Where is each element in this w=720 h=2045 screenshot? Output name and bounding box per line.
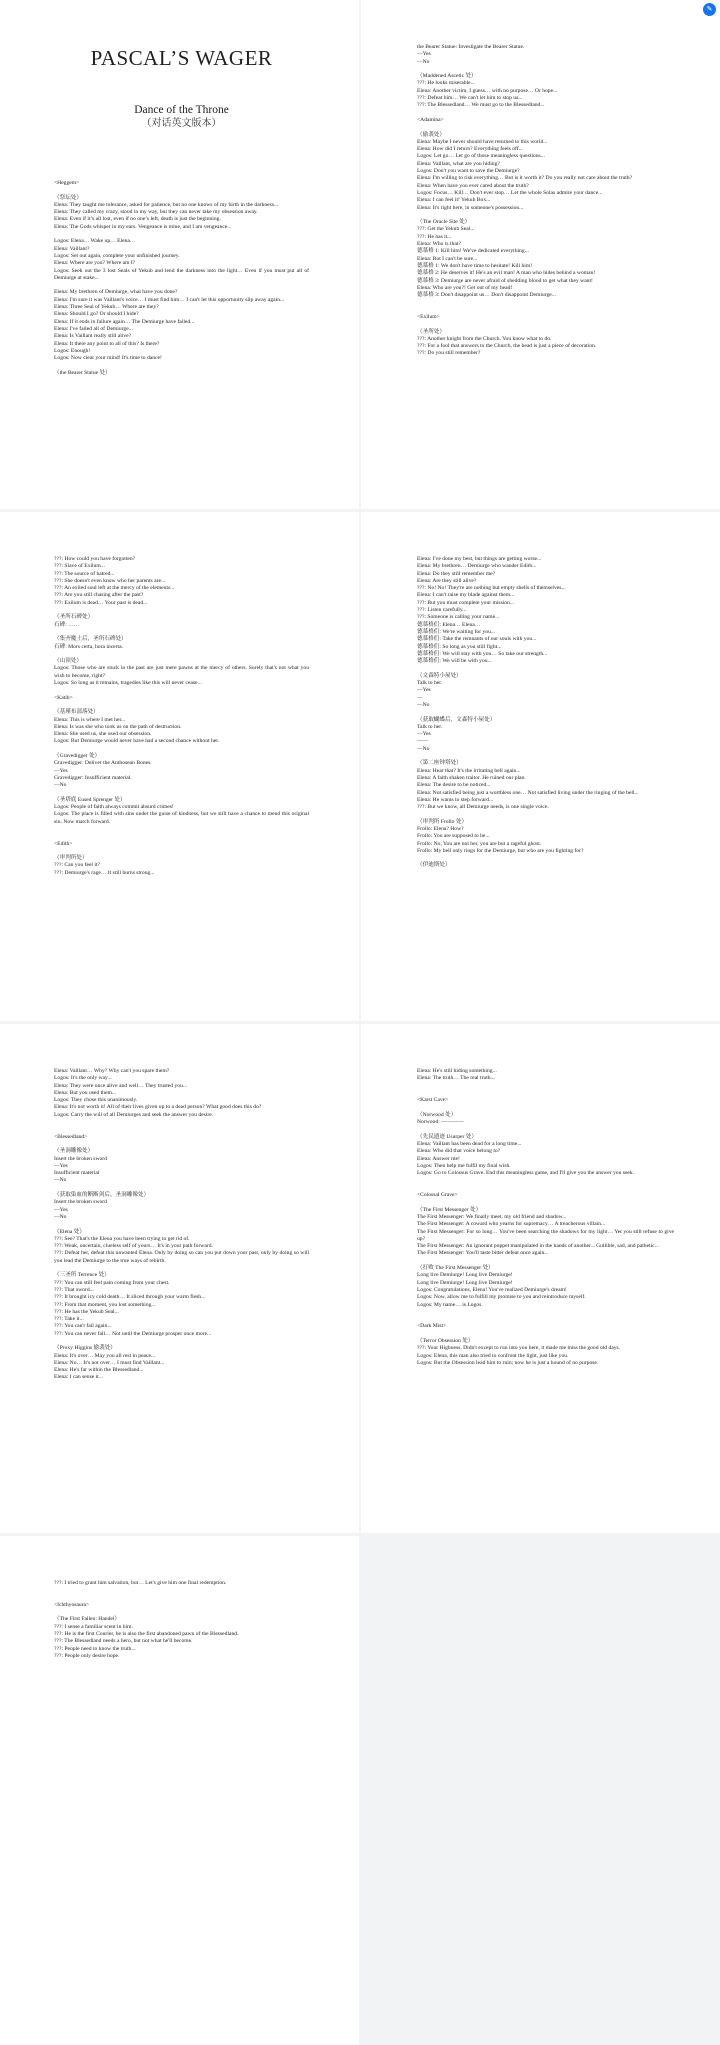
text-line: Elena: Vaillant has been dead for a long time... xyxy=(417,1140,522,1147)
text-line: Logos: Set out again, complete your unfinished journey. xyxy=(54,252,180,259)
text-line: Elena: This is where I met her... xyxy=(54,716,126,723)
text-line: ???: Are you still chasing after the past? xyxy=(54,592,144,599)
text-line: （圣所石碑处） xyxy=(54,614,94,621)
text-line: ???: How could you have forgotten? xyxy=(54,556,136,562)
text-line: Elena: How did I return? Everything feels off... xyxy=(417,146,523,153)
text-line: （三圣所 Terrence 处） xyxy=(54,1272,110,1279)
text-line: 德慕格 3: Don't disappoint us… Don't disappoint Demiurge... xyxy=(417,292,556,299)
text-line: ???: He is the first Courier, he is also the first abandoned pawn of the Blessedland. xyxy=(54,1631,239,1638)
text-line: ???: He has it... xyxy=(417,233,452,240)
text-line: Elena: I'm willing to risk everything… But is it worth it? Do you really not care about the truth? xyxy=(417,175,633,182)
text-line: Elena: Is was she who took us on the path of destruction. xyxy=(54,723,182,730)
text-line: —No xyxy=(54,1213,67,1220)
text-line: Talk to her. xyxy=(417,723,443,730)
text-line: Logos: Seek out the 3 lost Seals of Yekub and lend the darkness into the light… Even if you must put all of Demiurge at stake... xyxy=(54,267,311,281)
text-line: ???: Demiurge's rage… It still burns strong... xyxy=(54,869,155,876)
text-line: Long live Demiurge! Long live Demiurge! xyxy=(417,1279,513,1286)
text-line: Logos: Go to Colossus Grave. End this meaningless game, and I'll give you the answer you seek. xyxy=(417,1170,635,1177)
text-line: Elena: It's not worth it! All of their lives given up to a dead person? What good does this do? xyxy=(54,1104,262,1111)
text-line: Logos: Congratulations, Elena! You've realized Demiurge's dream! xyxy=(417,1286,567,1293)
text-line: Gravedigger: Insufficient material. xyxy=(54,774,132,781)
page-text xyxy=(54,180,309,377)
page-text xyxy=(54,556,309,877)
text-line: Elena: They taught me tolerance, asked for patience, but no one knows of my birth in the darkness... xyxy=(54,201,279,208)
text-line: Elena: The truth… The real truth... xyxy=(417,1075,495,1082)
text-line: （Maddened Ascetic 处） xyxy=(417,73,477,80)
text-line: （集齐魔土后，圣所石碑处） xyxy=(54,636,127,643)
text-line: Elena: Vaillant… Why? Why can't you spare them? xyxy=(54,1068,170,1074)
text-line: <Heggem> xyxy=(54,180,80,186)
text-line: ???: Get the Yekub Seal... xyxy=(417,226,475,233)
text-line: （Elena 处） xyxy=(54,1228,85,1235)
blank-line xyxy=(54,1119,309,1126)
text-line: 德慕格 3: Demiurge are never afraid of shedding blood to get what they want! xyxy=(417,277,593,284)
text-line: The First Messenger: For so long… You've been searching the shadows for my light… Yet you still refuse to give up? xyxy=(417,1228,676,1242)
text-line: Elena: I can sense it... xyxy=(54,1374,103,1381)
text-line: Elena: I'm sure it was Vaillant's voice… I must find him… I can't let this opportunity slip away again... xyxy=(54,296,285,303)
blank-line xyxy=(417,1185,674,1192)
text-line: ???: Do you still remember? xyxy=(417,350,481,357)
text-line: Elena: Do they still remember me? xyxy=(417,570,496,577)
text-line: Elena: It's over… May you all rest in peace... xyxy=(54,1352,156,1359)
text-line: Elena: Is Vaillant really still alive? xyxy=(54,333,132,340)
text-line: ???: Take it... xyxy=(54,1316,84,1323)
text-line: Logos: People of faith always commit absurd crimes! xyxy=(54,804,174,811)
blank-line xyxy=(417,855,674,862)
text-line: The First Messenger: A coward who yearns for supremacy… A treacherous villain... xyxy=(417,1221,606,1228)
text-line: （Norwood 处） xyxy=(417,1111,457,1118)
text-line: ???: That sword... xyxy=(54,1286,94,1293)
text-line: Logos: So long as it remains, tragedies like this will never cease... xyxy=(54,680,202,687)
text-line: Elena: If it ends in failure again… The Demiurge have failed... xyxy=(54,318,195,325)
page-3 xyxy=(0,512,359,1021)
text-line: ???: People only desire hope. xyxy=(54,1652,120,1659)
blank-line xyxy=(54,1587,309,1594)
text-line: —No xyxy=(417,701,430,708)
blank-line xyxy=(417,1258,674,1265)
text-line: Logos: Don't you want to save the Demiurge? xyxy=(417,168,520,175)
blank-line xyxy=(54,1126,309,1133)
text-line: Logos: My name… is Logos. xyxy=(417,1301,483,1308)
text-line: Logos: Those who are stuck in the past are just mere pawns at the mercy of others. Surely that's not what you wish to become, right? xyxy=(54,665,311,679)
text-line: —Yes xyxy=(417,687,431,694)
blank-line xyxy=(417,1126,674,1133)
text-line: —Yes xyxy=(54,767,68,774)
text-line: ???: But you must complete your mission... xyxy=(417,599,515,606)
text-line: ???: You can never fall… Not until the Demiurge prosper once more... xyxy=(54,1330,212,1337)
text-line: —— xyxy=(417,738,429,745)
blank-line xyxy=(54,1185,309,1192)
text-line: （The Oracle Site 处） xyxy=(417,219,471,226)
text-line: <Blessedland> xyxy=(54,1133,88,1140)
text-line: Elena: It there any point to all of this? Is there? xyxy=(54,340,160,347)
text-line: Long live Demiurge! Long live Demiurge! xyxy=(417,1272,513,1279)
page-6 xyxy=(361,1024,720,1533)
text-line: Insert the broken sword xyxy=(54,1199,107,1206)
text-line: Elena: Maybe I never should have returned to this world... xyxy=(417,138,548,145)
text-line: Insufficient material xyxy=(54,1170,100,1177)
text-line: Frollo: Elena? How? xyxy=(417,825,464,832)
text-line: Frollo: You are supposed to be... xyxy=(417,833,490,840)
text-line: 德慕格们: We will stay with you… So take our strength... xyxy=(417,650,548,657)
text-line: Elena: Vaillant? xyxy=(54,245,90,252)
text-line: Gravedigger: Deliver the Anthosean Bones. xyxy=(54,760,152,767)
page-text xyxy=(54,1068,309,1382)
edit-icon[interactable]: ✎ xyxy=(703,3,716,16)
text-line: Elena: But I can't be sure... xyxy=(417,255,478,262)
text-line: （打败 The First Messenger 处） xyxy=(417,1265,494,1272)
text-line: Elena: They called my crazy, stood in my way, but they can never take my obsession away. xyxy=(54,209,258,216)
text-line: ???: The source of hatred... xyxy=(54,570,115,577)
page-text xyxy=(417,44,674,358)
text-line: （祭坛处） xyxy=(54,194,82,201)
text-line: —Yes xyxy=(417,51,431,58)
text-line: ???: You can't fail again... xyxy=(54,1323,112,1330)
text-line: ???: He looks miserable... xyxy=(417,80,475,87)
text-line: ???: The Blessedland… We must go to the Blessedland... xyxy=(417,102,545,109)
text-line: Elena: He's still hiding something... xyxy=(417,1068,497,1074)
text-line: Elena: A faith shaken traitor. He ruined our plan. xyxy=(417,774,526,781)
text-line: Elena: Who did that voice belong to? xyxy=(417,1148,501,1155)
blank-line xyxy=(417,110,674,117)
text-line: Elena: My brethren of Demiurge, what have you done? xyxy=(54,289,178,296)
text-line: 德慕格们: So long as you still fight... xyxy=(417,643,502,650)
text-line: <Adamina> xyxy=(417,116,444,123)
text-line: <Ichthyosaura> xyxy=(54,1601,90,1608)
text-line: Insert the broken sword xyxy=(54,1155,107,1162)
text-line: （获取染血的断断剑后，圣洞雕像处） xyxy=(54,1192,150,1199)
blank-line xyxy=(417,1083,674,1090)
text-line: （圣塔底 Eused Sprenger 处） xyxy=(54,796,126,803)
text-line: （Proxy Higgins 偷袭处） xyxy=(54,1345,116,1352)
text-line: ???: I tried to grant him salvation, but… Let's give him one final redemption. xyxy=(54,1580,227,1586)
text-line: Elena: No… It's not over… I must find Vaillant... xyxy=(54,1359,165,1366)
text-line: —Yes xyxy=(54,1162,68,1169)
text-line: — xyxy=(417,694,423,701)
text-line: —No xyxy=(54,1177,67,1184)
text-line: <Edith> xyxy=(54,840,73,847)
text-line: the Bearer Statue: Investigate the Bearer Statue. xyxy=(417,44,525,50)
text-line: Elena: It's right here, in someone's possession... xyxy=(417,204,524,211)
text-line: ???: See? That's the Elena you have been trying to get rid of. xyxy=(54,1235,190,1242)
blank-line xyxy=(417,1177,674,1184)
text-line: ???: Weak, uncertain, clueless self of yours… It's in your path forward. xyxy=(54,1243,213,1250)
page-1 xyxy=(0,0,359,509)
text-line: （第二座钟塔处） xyxy=(417,760,462,767)
text-line: Elena: I can't raise my blade against them... xyxy=(417,592,515,599)
empty-page-slot xyxy=(361,1536,720,2045)
text-line: （基瑾布部落处） xyxy=(54,709,99,716)
blank-line xyxy=(417,665,674,672)
text-line: Logos: But Demiurge would never have had a second chance without her. xyxy=(54,738,220,745)
text-line: ???: You can still feel pain coming from your chest. xyxy=(54,1279,170,1286)
text-line: ???: For a fool that answers to the Church, the head is just a piece of decoration. xyxy=(417,343,597,350)
document-subtitle-cn: （对话英文版本） xyxy=(141,118,222,129)
text-line: Elena: The Gods whisper in my ears. Vengeance is mine, and I am vengeance... xyxy=(54,223,232,230)
blank-line xyxy=(417,709,674,716)
text-line: Elena: He's far within the Blessedland... xyxy=(54,1367,144,1374)
page-2 xyxy=(361,0,720,509)
text-line: 德慕格们: Take the remnants of our souls with you... xyxy=(417,636,537,643)
text-line: （The First Fallen: Handel） xyxy=(54,1616,121,1623)
page-text xyxy=(417,556,674,870)
document-subtitle: Dance of the Throne xyxy=(134,104,229,116)
text-line: Elena: I can feel it! Yekub Box... xyxy=(417,197,491,204)
text-line: （偷袭处） xyxy=(417,131,445,138)
text-line: ???: No! No! They're are nothing but empty shells of themselves... xyxy=(417,585,566,592)
text-line: 德慕格们: Elena… Elena… xyxy=(417,621,481,628)
text-line: Elena: Vaillant, what are you hiding? xyxy=(417,160,500,167)
text-line: （获取蝴蝶后，文森特小屋处） xyxy=(417,716,496,723)
blank-line xyxy=(417,811,674,818)
text-line: Elena: Three Seal of Yekub… Where are they? xyxy=(54,304,159,311)
text-line: ???: Slave of Exilum... xyxy=(54,563,105,570)
text-line: Elena: Who are you?! Get out of my head! xyxy=(417,284,513,291)
document-title: PASCAL’S WAGER xyxy=(90,46,273,70)
text-line: Norwood: ———— xyxy=(417,1119,464,1126)
text-line: Logos: Enough! xyxy=(54,347,91,354)
text-line: Frollo: My bell only rings for the Demiurge, but who are you fighting for? xyxy=(417,847,584,854)
blank-line xyxy=(54,362,309,369)
text-line: ???: People need to know the truth... xyxy=(54,1645,136,1652)
text-line: <Karst Cave> xyxy=(417,1097,449,1104)
text-line: ???: But we know, all Demiurge needs, is one single voice. xyxy=(417,804,549,811)
text-line: Elena: When have you ever cared about the truth? xyxy=(417,182,529,189)
text-line: ???: I sense a familiar scent in him. xyxy=(54,1623,133,1630)
text-line: Logos: Elena… Wake up… Elena… xyxy=(54,238,136,245)
text-line: Logos: They chose this unanimously. xyxy=(54,1097,138,1104)
text-line: —Yes xyxy=(417,731,431,738)
text-line: Elena: Another victim, I guess… with no purpose… Or hope... xyxy=(417,87,558,94)
page-4 xyxy=(361,512,720,1021)
text-line: <Colossal Grave> xyxy=(417,1192,458,1199)
text-line: Elena: Hear that? It's the irritating bell again... xyxy=(417,767,521,774)
text-line: （先民遗迹 Usurper 处） xyxy=(417,1133,477,1140)
text-line: Logos: But the Obsession lead him to ruin; now he is just a hound of no purpose. xyxy=(417,1359,599,1366)
text-line: ???: Another knight from the Church. You know what to do. xyxy=(417,335,552,342)
text-line: Elena: He wants to step forward... xyxy=(417,796,494,803)
blank-line xyxy=(54,848,309,855)
text-line: （伊迪斯处） xyxy=(417,862,451,869)
text-line: Elena: I've done my best, but things are getting worse... xyxy=(417,556,542,562)
text-line: ???: From that moment, you lost something... xyxy=(54,1301,156,1308)
text-line: Logos: Let go… Let go of those meaningless questions... xyxy=(417,153,545,160)
text-line: Logos: Carry the will of all Demiurges and seek the answer you desire. xyxy=(54,1111,214,1118)
text-line: ???: Defeat her, defeat this unwanted Elena. Only by doing so can you put down your past, only by doing so will you lead the Demiurge to the true ways of rebirth. xyxy=(54,1250,311,1264)
text-line: Elena: They were once alive and well… They trusted you... xyxy=(54,1082,188,1089)
text-line: <Dark Mist> xyxy=(417,1323,447,1330)
text-line: （文森特小屋处） xyxy=(417,672,462,679)
blank-line xyxy=(417,307,674,314)
text-line: 石碑: Mors certa, hora incerta. xyxy=(54,643,123,650)
text-line: 德慕格们: We will be with you... xyxy=(417,658,492,665)
text-line: 德慕格 1: Kill him! We've dedicated everything... xyxy=(417,248,529,255)
text-line: （the Bearer Statue 处） xyxy=(54,369,111,376)
text-line: Elena: Where are you? Where am I? xyxy=(54,260,136,267)
text-line: Logos: Now clear your mind! It's time to dance! xyxy=(54,355,162,362)
blank-line xyxy=(417,1090,674,1097)
text-line: Elena: I've failed all of Demiurge... xyxy=(54,325,133,332)
text-line: —Yes xyxy=(54,1206,68,1213)
page-5 xyxy=(0,1024,359,1533)
text-line: Logos: It's the only way... xyxy=(54,1075,112,1082)
text-line: ???: Defeat him… We can't let him to stop us... xyxy=(417,95,523,102)
text-line: ???: It brought icy cold death… It sliced through your warm flesh... xyxy=(54,1294,206,1301)
blank-line xyxy=(54,746,309,753)
blank-line xyxy=(417,1316,674,1323)
page-7 xyxy=(0,1536,359,2045)
text-line: The First Messenger: We finally meet, my old friend and shadow... xyxy=(417,1213,567,1220)
text-line: Frollo: No, You are not her, you are but a rageful ghost. xyxy=(417,840,542,847)
text-line: ???: The Blessedland needs a hero, but not what he'll become. xyxy=(54,1638,193,1645)
text-line: ???: Can you feel it? xyxy=(54,862,100,869)
text-line: （审判所 Frollo 处） xyxy=(417,818,468,825)
blank-line xyxy=(417,124,674,131)
text-line: ???: Exilum is dead… Your past is dead... xyxy=(54,599,148,606)
text-line: （Gravedigger 处） xyxy=(54,753,101,760)
text-line: The First Messenger: An ignorant puppet manipulated in the hands of another... Gullible, sad, and pathetic... xyxy=(417,1243,659,1250)
blank-line xyxy=(54,1221,309,1228)
text-line: Elena: Should I go? Or should I hide? xyxy=(54,311,139,318)
page-text xyxy=(417,1068,674,1367)
text-line: Logos: Then help me fulfil my final wish. xyxy=(417,1162,511,1169)
text-line: （The First Messenger 处） xyxy=(417,1206,482,1213)
page-text xyxy=(54,1580,309,1660)
text-line: <Exilum> xyxy=(417,313,440,320)
blank-line xyxy=(54,1595,309,1602)
text-line: Elena: But you used them... xyxy=(54,1089,116,1096)
text-line: （圣洞雕像处） xyxy=(54,1148,94,1155)
text-line: Talk to her. xyxy=(417,680,443,687)
text-line: 德慕格们: We're waiting for you... xyxy=(417,628,496,635)
blank-line xyxy=(417,1104,674,1111)
text-line: Elena: Not satisfied being just a worthless one… Not satisfied living under the ringing of the bell... xyxy=(417,789,639,796)
blank-line xyxy=(54,687,309,694)
text-line: ???: Listen carefully... xyxy=(417,607,467,614)
text-line: Logos: Now, allow me to fulfill my promise to you and reintroduce myself. xyxy=(417,1294,586,1301)
blank-line xyxy=(54,790,309,797)
text-line: The First Messenger: You'll taste bitter defeat once again... xyxy=(417,1250,549,1257)
text-line: Elena: Even if it’s all lost, even if no one’s left, death is just the beginning. xyxy=(54,216,221,223)
text-line: Logos: The place is filled with sins under the guise of kindness, but we still have a chance to mend this original sin. Now march forward. xyxy=(54,811,311,825)
text-line: —No xyxy=(417,745,430,752)
text-line: —No xyxy=(54,782,67,789)
text-line: <Katib> xyxy=(54,694,73,701)
blank-line xyxy=(417,1309,674,1316)
blank-line xyxy=(417,321,674,328)
text-line: Elena: Who is that? xyxy=(417,241,461,248)
text-line: ???: Someone is calling your name... xyxy=(417,614,500,621)
blank-line xyxy=(417,299,674,306)
text-line: Elena: Answer me! xyxy=(417,1155,460,1162)
text-line: ???: An exiled soul left at the mercy of the elements... xyxy=(54,585,175,592)
text-line: ???: She doesn't even know who her parents are... xyxy=(54,577,166,584)
text-line: 德慕格 2: He deserves it! He's an evil man! A man who hides behind a woman! xyxy=(417,270,596,277)
blank-line xyxy=(54,651,309,658)
text-line: —No xyxy=(417,58,430,65)
text-line: ???: He has the Yekub Seal... xyxy=(54,1308,119,1315)
blank-line xyxy=(54,231,309,238)
text-line: Elena: She used us, she used our obsession. xyxy=(54,731,152,738)
text-line: Elena: The desire to be noticed... xyxy=(417,782,491,789)
blank-line xyxy=(417,1331,674,1338)
text-line: Elena: My brethren… Demiurge who wander Edith... xyxy=(417,563,537,570)
blank-line xyxy=(54,833,309,840)
text-line: 德慕格 1: We don't have time to hesitate! Kill him! xyxy=(417,262,533,269)
text-line: ???: Your Highness, Didn't except to run into you here, it made me miss the good old days. xyxy=(417,1345,621,1352)
blank-line xyxy=(54,826,309,833)
text-line: Elena: Are they still alive? xyxy=(417,577,477,584)
text-line: （山顶处） xyxy=(54,658,82,665)
blank-line xyxy=(54,187,309,194)
text-line: （圣所处） xyxy=(417,328,445,335)
blank-line xyxy=(417,1199,674,1206)
text-line: Logos: Elena, this man also tried to confront the light, just like you. xyxy=(417,1352,569,1359)
text-line: （审判所处） xyxy=(54,855,88,862)
text-line: （Terror Obsession 处） xyxy=(417,1337,474,1344)
text-line: 石碑: …… xyxy=(54,621,80,628)
text-line: Logos: Focus… Kill… Don't ever stop… Let the whole Solas admire your dance... xyxy=(417,189,603,196)
